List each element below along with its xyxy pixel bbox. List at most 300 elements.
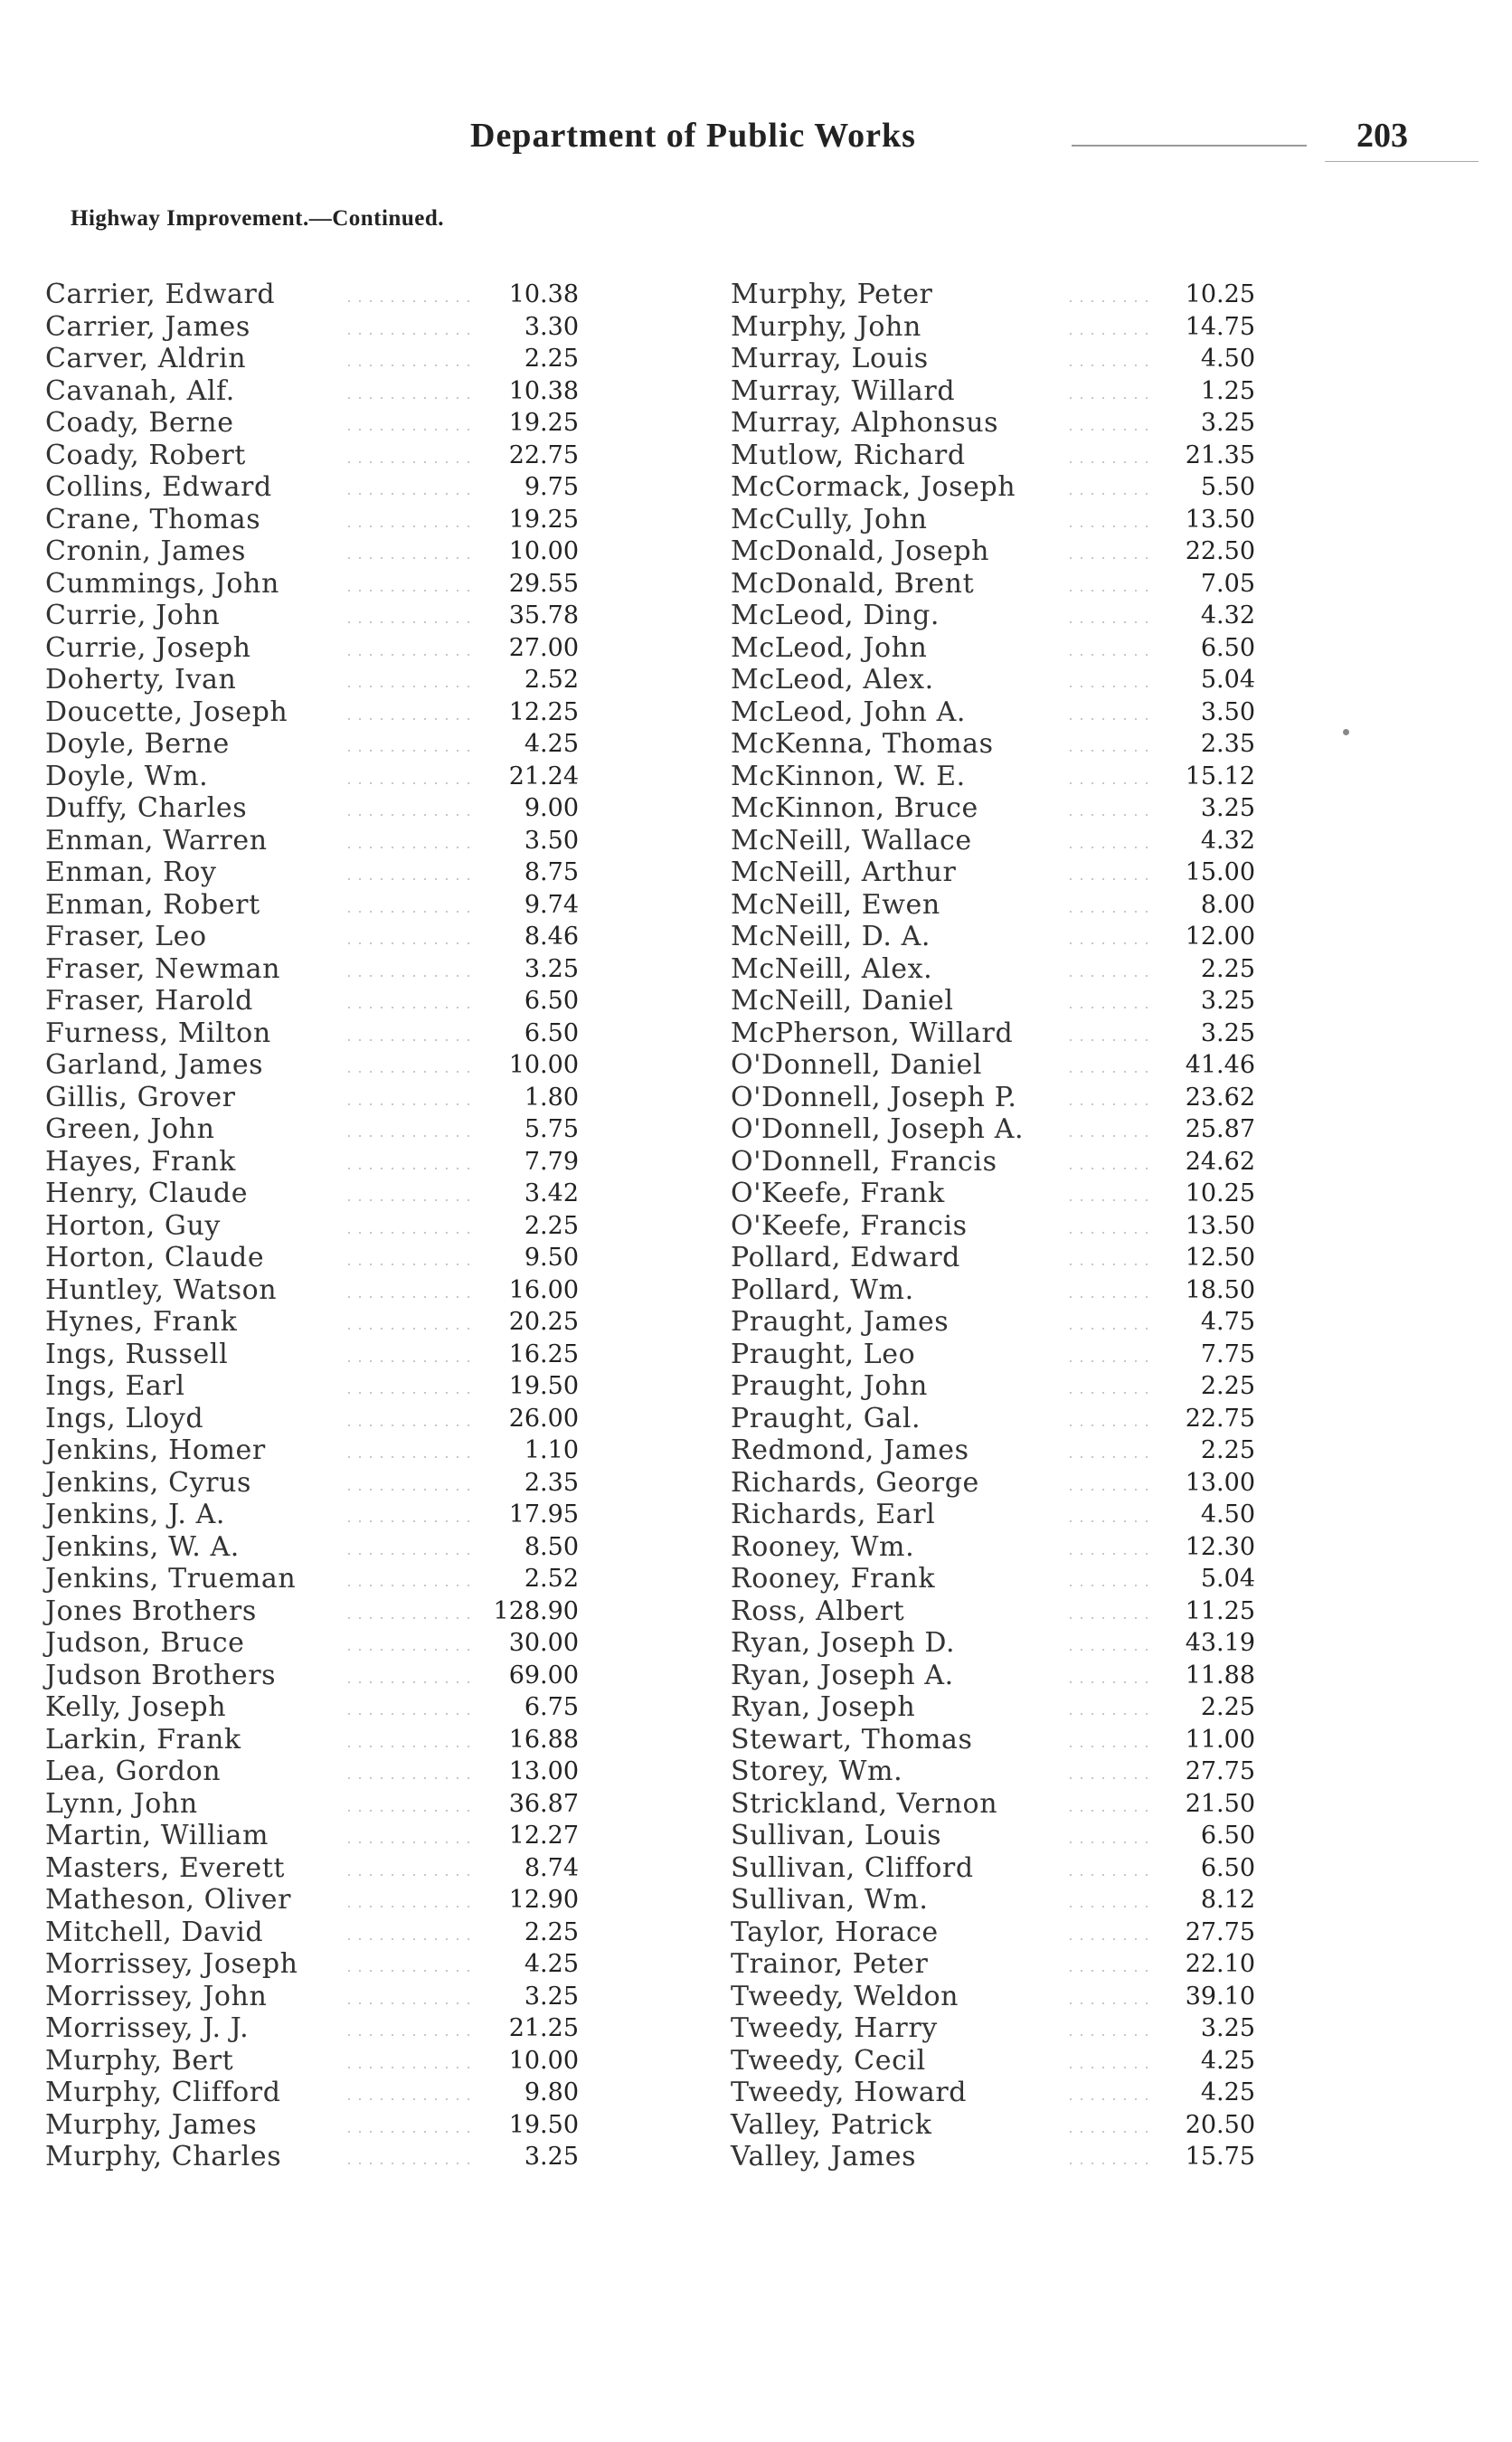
dot-leader (344, 1039, 477, 1041)
payment-amount: 2.25 (1200, 1436, 1255, 1464)
payment-amount: 6.50 (1200, 1853, 1255, 1882)
payee-name: O'Donnell, Daniel (731, 1049, 983, 1081)
ledger-row (731, 1306, 1255, 1339)
payment-amount: 9.80 (524, 2078, 579, 2106)
dot-leader (1065, 333, 1156, 335)
dot-leader (344, 1392, 477, 1394)
ledger-row (731, 535, 1255, 568)
payment-amount: 15.12 (1185, 762, 1255, 790)
payment-amount: 6.50 (524, 1018, 579, 1047)
payee-name: Judson, Bruce (45, 1627, 245, 1659)
ledger-row (45, 1467, 579, 1500)
payment-amount: 27.75 (1185, 1917, 1255, 1946)
payment-amount: 27.75 (1185, 1757, 1255, 1785)
payee-name: Storey, Wm. (731, 1756, 903, 1787)
payee-name: Crane, Thomas (45, 503, 261, 535)
payment-amount: 22.50 (1185, 537, 1255, 565)
payee-name: McCully, John (731, 503, 928, 535)
page-number-rule (1325, 161, 1479, 162)
dot-leader (1065, 1906, 1156, 1907)
ledger-row (45, 2045, 579, 2078)
ledger-row (731, 1563, 1255, 1595)
payment-amount: 10.25 (1185, 1179, 1255, 1207)
payment-amount: 16.88 (508, 1725, 579, 1754)
payment-amount: 8.12 (1200, 1886, 1255, 1914)
dot-leader (344, 975, 477, 977)
payment-amount: 5.75 (524, 1115, 579, 1143)
payee-name: Murray, Alphonsus (731, 407, 999, 439)
dot-leader (1065, 1296, 1156, 1298)
payment-amount: 39.10 (1185, 1982, 1255, 2011)
payee-name: McKenna, Thomas (731, 728, 994, 760)
payee-name: Cavanah, Alf. (45, 374, 235, 407)
payee-name: McNeill, D. A. (731, 921, 931, 952)
payment-amount: 26.00 (508, 1404, 579, 1433)
ledger-row (731, 1467, 1255, 1500)
payee-name: McNeill, Wallace (731, 824, 972, 857)
dot-leader (344, 1296, 477, 1298)
dot-leader (344, 1777, 477, 1779)
payment-amount: 43.19 (1185, 1629, 1255, 1657)
payee-name: McKinnon, Bruce (731, 792, 978, 824)
payment-amount: 2.25 (524, 345, 579, 373)
ledger-row (731, 2012, 1255, 2045)
payment-amount: 27.00 (508, 633, 579, 662)
payment-amount: 4.32 (1200, 601, 1255, 629)
payee-name: Ings, Russell (45, 1338, 229, 1370)
dot-leader (344, 942, 477, 944)
dot-leader (1065, 1489, 1156, 1491)
dot-leader (344, 1713, 477, 1715)
payee-name: Jenkins, J. A. (45, 1499, 226, 1530)
ledger-row (45, 1499, 579, 1531)
payment-amount: 4.25 (524, 730, 579, 758)
dot-leader (1065, 1168, 1156, 1169)
ledger-row (731, 921, 1255, 953)
payment-amount: 22.75 (508, 440, 579, 469)
ledger-row (45, 1178, 579, 1210)
ledger-row (731, 1917, 1255, 1949)
section-title: Highway Improvement.—Continued. (71, 206, 444, 231)
payment-amount: 13.00 (1185, 1468, 1255, 1497)
payment-amount: 20.50 (1185, 2110, 1255, 2139)
ledger-row (45, 728, 579, 761)
payee-name: Strickland, Vernon (731, 1787, 998, 1820)
payee-name: Murphy, John (731, 310, 921, 343)
payee-name: O'Keefe, Francis (731, 1209, 968, 1242)
payment-amount: 3.42 (524, 1179, 579, 1207)
payee-name: McCormack, Joseph (731, 471, 1016, 503)
ledger-row (731, 1499, 1255, 1531)
payee-name: Doherty, Ivan (45, 664, 237, 696)
payment-amount: 12.90 (508, 1886, 579, 1914)
dot-leader (344, 429, 477, 431)
page-title: Department of Public Works (470, 117, 916, 155)
dot-leader (344, 1810, 477, 1812)
payment-amount: 15.75 (1185, 2143, 1255, 2171)
ledger-row (731, 568, 1255, 601)
dot-leader (344, 2131, 477, 2133)
dot-leader (344, 1424, 477, 1426)
ledger-row (45, 761, 579, 793)
payment-amount: 3.25 (1200, 1018, 1255, 1047)
ledger-row (45, 1403, 579, 1435)
payee-name: Lea, Gordon (45, 1756, 222, 1787)
payment-amount: 1.10 (524, 1436, 579, 1464)
dot-leader (1065, 878, 1156, 880)
dot-leader (344, 1232, 477, 1234)
payee-name: Carrier, James (45, 310, 250, 343)
ledger-row (45, 1210, 579, 1243)
payee-name: Cummings, John (45, 567, 279, 600)
dot-leader (1065, 397, 1156, 399)
payee-name: Fraser, Leo (45, 921, 207, 952)
dot-leader (1065, 1970, 1156, 1972)
payment-amount: 10.25 (1185, 280, 1255, 308)
ledger-row (45, 2012, 579, 2045)
dot-leader (1065, 590, 1156, 592)
payment-amount: 4.50 (1200, 345, 1255, 373)
dot-leader (1065, 1360, 1156, 1362)
dot-leader (344, 2163, 477, 2164)
payment-amount: 19.25 (508, 409, 579, 437)
dot-leader (344, 1617, 477, 1619)
dot-leader (344, 1199, 477, 1201)
payee-name: McPherson, Willard (731, 1017, 1014, 1049)
payment-amount: 128.90 (493, 1596, 579, 1625)
ledger-row (45, 1434, 579, 1467)
dot-leader (344, 1938, 477, 1940)
dot-leader (1065, 814, 1156, 816)
dot-leader (344, 333, 477, 335)
ledger-row (45, 1884, 579, 1917)
payment-amount: 4.50 (1200, 1500, 1255, 1529)
payment-amount: 23.62 (1185, 1083, 1255, 1112)
ledger-row (45, 632, 579, 665)
dot-leader (1065, 686, 1156, 687)
ledger-row (45, 1242, 579, 1274)
dot-leader (1065, 911, 1156, 913)
ledger-row (731, 1210, 1255, 1243)
payee-name: Morrissey, J. J. (45, 2012, 250, 2044)
payee-name: Praught, Gal. (731, 1402, 921, 1434)
payment-amount: 8.74 (524, 1853, 579, 1882)
dot-leader (1065, 1681, 1156, 1683)
dot-leader (1065, 654, 1156, 656)
dot-leader (1065, 1071, 1156, 1073)
ledger-row (731, 1852, 1255, 1885)
ledger-row (731, 761, 1255, 793)
payee-name: Carrier, Edward (45, 279, 276, 310)
payee-name: Currie, Joseph (45, 631, 251, 664)
dot-leader (1065, 1746, 1156, 1747)
payment-amount: 22.10 (1185, 1950, 1255, 1978)
ledger-row (731, 1788, 1255, 1821)
ledger-row (731, 279, 1255, 311)
payment-amount: 6.50 (1200, 633, 1255, 662)
ledger-row (731, 1981, 1255, 2013)
ledger-row (731, 632, 1255, 665)
payee-name: Rooney, Wm. (731, 1530, 915, 1563)
ledger-row (731, 1370, 1255, 1403)
payment-amount: 18.50 (1185, 1275, 1255, 1304)
dot-leader (1065, 2098, 1156, 2100)
dot-leader (1065, 1456, 1156, 1458)
ledger-row (45, 1627, 579, 1660)
dot-leader (344, 1681, 477, 1683)
dot-leader (1065, 2002, 1156, 2004)
payee-name: Tweedy, Howard (731, 2077, 968, 2108)
dot-leader (1065, 1199, 1156, 1201)
payment-amount: 13.00 (508, 1757, 579, 1785)
payment-amount: 22.75 (1185, 1404, 1255, 1433)
payee-name: Mutlow, Richard (731, 439, 966, 471)
dot-leader (344, 911, 477, 913)
payment-amount: 5.04 (1200, 1565, 1255, 1593)
payment-amount: 2.25 (1200, 954, 1255, 983)
payee-name: Larkin, Frank (45, 1723, 241, 1756)
payment-amount: 12.50 (1185, 1244, 1255, 1272)
dot-leader (1065, 1777, 1156, 1779)
payment-amount: 6.50 (524, 987, 579, 1015)
payment-amount: 3.25 (1200, 794, 1255, 822)
payment-amount: 8.50 (524, 1532, 579, 1561)
payee-name: Lynn, John (45, 1787, 198, 1820)
payment-amount: 7.75 (1200, 1339, 1255, 1368)
ledger-row (45, 953, 579, 986)
payment-amount: 4.25 (524, 1950, 579, 1978)
payment-amount: 12.30 (1185, 1532, 1255, 1561)
payee-name: Currie, John (45, 600, 221, 631)
payment-amount: 9.75 (524, 473, 579, 501)
dot-leader (344, 1007, 477, 1008)
payment-amount: 8.00 (1200, 890, 1255, 919)
dot-leader (344, 1585, 477, 1586)
dot-leader (344, 2067, 477, 2068)
ledger-row (45, 825, 579, 857)
payment-amount: 1.25 (1200, 376, 1255, 405)
payee-name: Hayes, Frank (45, 1145, 236, 1178)
left-column (45, 279, 579, 2173)
payee-name: Coady, Berne (45, 407, 234, 439)
dot-leader (1065, 621, 1156, 623)
payment-amount: 2.35 (524, 1468, 579, 1497)
payment-amount: 25.87 (1185, 1115, 1255, 1143)
payment-amount: 2.25 (524, 1211, 579, 1240)
dot-leader (1065, 525, 1156, 527)
payment-amount: 7.05 (1200, 569, 1255, 598)
dot-leader (1065, 718, 1156, 720)
payment-amount: 24.62 (1185, 1147, 1255, 1176)
payment-amount: 8.75 (524, 858, 579, 886)
payee-name: McNeill, Arthur (731, 857, 957, 888)
ledger-row (731, 1178, 1255, 1210)
payee-name: Jenkins, Cyrus (45, 1466, 252, 1499)
payment-amount: 16.00 (508, 1275, 579, 1304)
ledger-row (45, 1274, 579, 1307)
payee-name: Morrissey, Joseph (45, 1948, 298, 1980)
dot-leader (344, 1360, 477, 1362)
payment-amount: 13.50 (1185, 1211, 1255, 1240)
payment-amount: 10.00 (508, 2046, 579, 2075)
payment-amount: 3.25 (1200, 987, 1255, 1015)
payee-name: O'Donnell, Joseph P. (731, 1081, 1017, 1113)
dot-leader (1065, 429, 1156, 431)
ledger-row (731, 2109, 1255, 2142)
ledger-row (45, 2109, 579, 2142)
dot-leader (1065, 1328, 1156, 1330)
payee-name: Kelly, Joseph (45, 1691, 227, 1723)
payee-name: Pollard, Wm. (731, 1273, 914, 1306)
ledger-row (731, 1018, 1255, 1050)
payee-name: Matheson, Oliver (45, 1884, 292, 1916)
dot-leader (1065, 1264, 1156, 1265)
payment-amount: 2.52 (524, 1565, 579, 1593)
payee-name: Martin, William (45, 1820, 269, 1851)
payment-amount: 19.50 (508, 2110, 579, 2139)
ledger-row (731, 1627, 1255, 1660)
payment-amount: 10.38 (508, 376, 579, 405)
payee-name: Murphy, Clifford (45, 2077, 281, 2108)
ledger-row (45, 375, 579, 408)
payee-name: Duffy, Charles (45, 792, 248, 824)
payee-name: Huntley, Watson (45, 1273, 278, 1306)
ledger-row (731, 1595, 1255, 1628)
ledger-row (731, 953, 1255, 986)
payment-amount: 5.04 (1200, 666, 1255, 694)
payee-name: McDonald, Brent (731, 567, 975, 600)
dot-leader (344, 878, 477, 880)
ledger-row (45, 985, 579, 1018)
dot-leader (1065, 1039, 1156, 1041)
ledger-row (731, 407, 1255, 440)
dot-leader (344, 654, 477, 656)
dot-leader (1065, 300, 1156, 302)
ledger-row (45, 1820, 579, 1852)
payment-amount: 21.25 (508, 2014, 579, 2042)
ledger-row (731, 1274, 1255, 1307)
payee-name: Jones Brothers (45, 1595, 257, 1627)
payment-amount: 20.25 (508, 1308, 579, 1336)
payment-amount: 14.75 (1185, 312, 1255, 341)
dot-leader (1065, 1135, 1156, 1137)
payee-name: Murphy, James (45, 2108, 258, 2141)
payment-amount: 15.00 (1185, 858, 1255, 886)
payment-amount: 2.25 (1200, 1372, 1255, 1400)
ledger-row (731, 1339, 1255, 1371)
dot-leader (1065, 1874, 1156, 1876)
ledger-row (45, 1981, 579, 2013)
payee-name: McLeod, John A. (731, 696, 967, 728)
payee-name: Murphy, Bert (45, 2044, 234, 2077)
payee-name: Collins, Edward (45, 471, 272, 503)
payee-name: McDonald, Joseph (731, 535, 990, 567)
payee-name: Ryan, Joseph (731, 1691, 916, 1723)
ledger-row (731, 1884, 1255, 1917)
dot-leader (344, 525, 477, 527)
payee-name: O'Donnell, Joseph A. (731, 1113, 1025, 1145)
payee-name: Ryan, Joseph D. (731, 1627, 956, 1659)
ledger-row (45, 889, 579, 922)
ledger-row (731, 1146, 1255, 1178)
dot-leader (344, 1841, 477, 1843)
ledger-row (45, 535, 579, 568)
payee-name: Stewart, Thomas (731, 1723, 973, 1756)
dot-leader (1065, 1232, 1156, 1234)
right-column (731, 279, 1255, 2173)
ledger-row (45, 696, 579, 729)
ledger-row (731, 696, 1255, 729)
payment-amount: 3.50 (524, 826, 579, 855)
payment-amount: 36.87 (508, 1789, 579, 1818)
ledger-row (731, 792, 1255, 825)
dot-leader (1065, 975, 1156, 977)
ledger-row (731, 1531, 1255, 1564)
dot-leader (1065, 1553, 1156, 1555)
payment-amount: 21.50 (1185, 1789, 1255, 1818)
payee-name: Tweedy, Harry (731, 2012, 938, 2044)
payee-name: McLeod, John (731, 631, 928, 664)
ledger-row (731, 311, 1255, 344)
ledger-row (731, 1082, 1255, 1114)
payee-name: Fraser, Newman (45, 952, 281, 985)
payment-amount: 10.00 (508, 1051, 579, 1079)
ledger-row (45, 1563, 579, 1595)
dot-leader (344, 1906, 477, 1907)
dot-leader (344, 590, 477, 592)
payee-name: Furness, Milton (45, 1017, 271, 1049)
dot-leader (1065, 364, 1156, 366)
dot-leader (344, 1746, 477, 1747)
payee-name: Enman, Robert (45, 888, 260, 921)
dot-leader (344, 718, 477, 720)
payment-amount: 13.50 (1185, 505, 1255, 534)
payment-amount: 9.50 (524, 1244, 579, 1272)
payment-amount: 2.35 (1200, 730, 1255, 758)
dot-leader (1065, 1103, 1156, 1105)
ledger-row (45, 792, 579, 825)
ledger-row (45, 279, 579, 311)
payment-amount: 4.75 (1200, 1308, 1255, 1336)
ledger-row (731, 1403, 1255, 1435)
payment-amount: 4.25 (1200, 2078, 1255, 2106)
payee-name: Tweedy, Weldon (731, 1980, 959, 2012)
payee-name: Fraser, Harold (45, 985, 253, 1017)
ledger-row (45, 407, 579, 440)
dot-leader (1065, 1007, 1156, 1008)
dot-leader (1065, 2131, 1156, 2133)
dot-leader (1065, 1841, 1156, 1843)
ledger-row (731, 375, 1255, 408)
ledger-row (45, 471, 579, 504)
payment-amount: 3.30 (524, 312, 579, 341)
payee-name: Richards, Earl (731, 1499, 936, 1530)
payee-name: Valley, Patrick (731, 2108, 932, 2141)
ledger-row (731, 1724, 1255, 1756)
dot-leader (1065, 2067, 1156, 2068)
payee-name: McLeod, Ding. (731, 600, 940, 631)
payee-name: Redmond, James (731, 1434, 969, 1466)
ledger-row (731, 1948, 1255, 1981)
payment-amount: 3.50 (1200, 697, 1255, 726)
payee-name: Ings, Lloyd (45, 1402, 204, 1434)
payee-name: Horton, Claude (45, 1242, 265, 1273)
payment-amount: 3.25 (1200, 2014, 1255, 2042)
payee-name: Taylor, Horace (731, 1916, 939, 1948)
dot-leader (344, 621, 477, 623)
payee-name: Jenkins, Trueman (45, 1563, 297, 1595)
payee-name: Pollard, Edward (731, 1242, 960, 1273)
